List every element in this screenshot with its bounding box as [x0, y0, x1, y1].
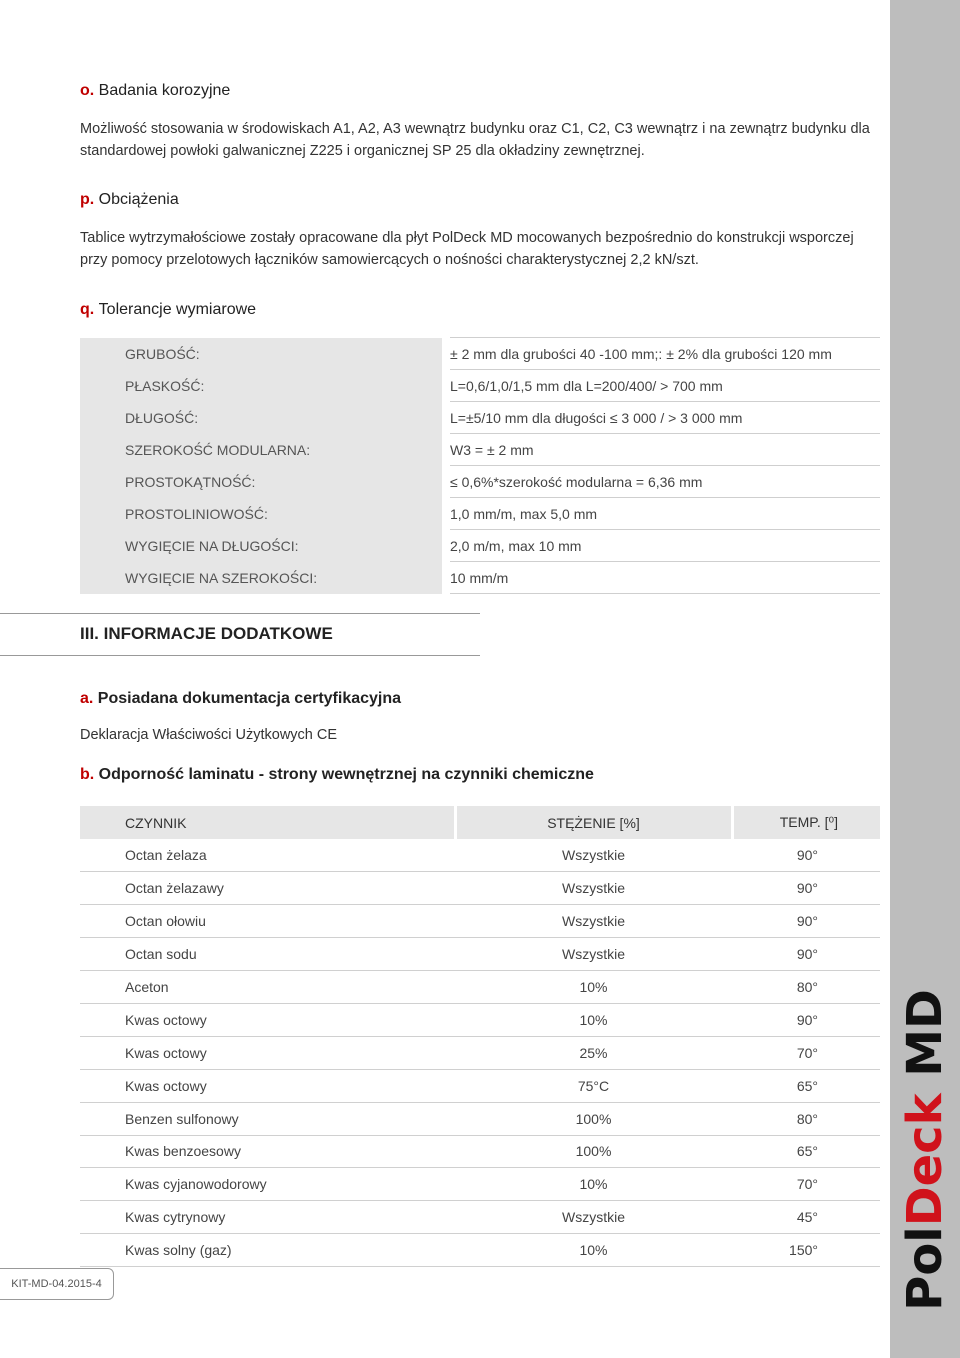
- table-row: Kwas cytrynowy Wszystkie 45°: [80, 1201, 880, 1234]
- section-rule-top: [0, 613, 480, 614]
- table-row: Benzen sulfonowy 100% 80°: [80, 1102, 880, 1135]
- table-row: Aceton 10% 80°: [80, 971, 880, 1004]
- table-row: WYGIĘCIE NA SZEROKOŚCI: 10 mm/m: [80, 562, 880, 594]
- section-p-heading: p. Obciążenia: [80, 191, 179, 208]
- table-row: Octan sodu Wszystkie 90°: [80, 938, 880, 971]
- table-row: PROSTOKĄTNOŚĆ: ≤ 0,6%*szerokość modularna = 6,36 mm: [80, 466, 880, 498]
- table-row: Octan żelazawy Wszystkie 90°: [80, 872, 880, 905]
- tolerance-table: [80, 337, 880, 594]
- table-row: Kwas octowy 75°C 65°: [80, 1069, 880, 1102]
- sub-a-heading: a. Posiadana dokumentacja certyfikacyjna: [80, 690, 402, 707]
- table-row: Kwas octowy 10% 90°: [80, 1003, 880, 1036]
- sub-a-text: Deklaracja Właściwości Użytkowych CE: [80, 727, 338, 743]
- table-row: Kwas solny (gaz) 10% 150°: [80, 1234, 880, 1267]
- table-row: Kwas octowy 25% 70°: [80, 1036, 880, 1069]
- chemical-resistance-table: [80, 806, 880, 1267]
- table-row: GRUBOŚĆ: ± 2 mm dla grubości 40 -100 mm;: ± 2% dla grubości 120 mm: [80, 338, 880, 370]
- section-rule-bottom: [0, 655, 480, 656]
- section-o-text: Możliwość stosowania w środowiskach A1, A2, A3 wewnątrz budynku oraz C1, C2, C3 wewnątrz i na zewnątrz budynku dla standardowej powłoki galwanicznej Z225 i organicznej SP 25 dla okładziny zewnętrznej.: [80, 121, 870, 159]
- table-row: PŁASKOŚĆ: L=0,6/1,0/1,5 mm dla L=200/400/ > 700 mm: [80, 370, 880, 402]
- table-row: DŁUGOŚĆ: L=±5/10 mm dla długości ≤ 3 000 / > 3 000 mm: [80, 402, 880, 434]
- brand-logo: PolDeck MD: [897, 989, 953, 1311]
- section-q-heading: q. Tolerancje wymiarowe: [80, 301, 257, 318]
- table-row: Kwas cyjanowodorowy 10% 70°: [80, 1168, 880, 1201]
- table-row: Octan ołowiu Wszystkie 90°: [80, 905, 880, 938]
- document-code: KIT-MD-04.2015-4: [0, 1268, 114, 1300]
- table-row: Octan żelaza Wszystkie 90°: [80, 839, 880, 872]
- table-header-row: CZYNNIK STĘŻENIE [%] TEMP. [⁰]: [80, 806, 880, 839]
- section-o-heading: o. Badania korozyjne: [80, 82, 231, 99]
- table-row: WYGIĘCIE NA DŁUGOŚCI: 2,0 m/m, max 10 mm: [80, 530, 880, 562]
- section-p-text: Tablice wytrzymałościowe zostały opracowane dla płyt PolDeck MD mocowanych bezpośrednio do konstrukcji wsporczej przy pomocy przelotowych łączników samowiercących o nośności charakterystycznej 2,2 kN/szt.: [80, 230, 854, 268]
- table-row: SZEROKOŚĆ MODULARNA: W3 = ± 2 mm: [80, 434, 880, 466]
- table-row: Kwas benzoesowy 100% 65°: [80, 1135, 880, 1168]
- section-3-title: III. INFORMACJE DODATKOWE: [80, 624, 333, 643]
- table-row: PROSTOLINIOWOŚĆ: 1,0 mm/m, max 5,0 mm: [80, 498, 880, 530]
- sub-b-heading: b. Odporność laminatu - strony wewnętrznej na czynniki chemiczne: [80, 766, 594, 783]
